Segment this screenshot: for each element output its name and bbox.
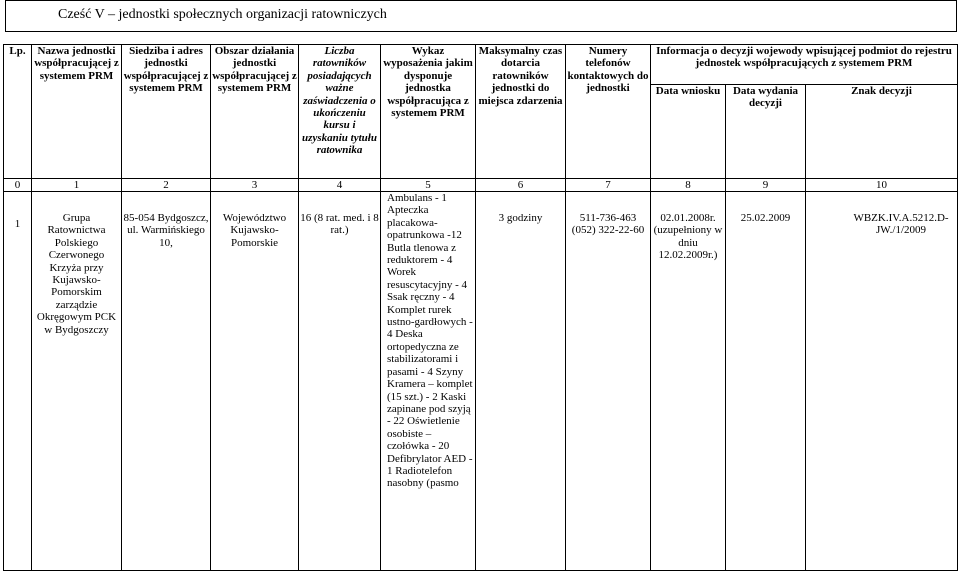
cell-wykaz: Ambulans - 1 Apteczka placakowa-opatrunkowa -12 Butla tlenowa z reduktorem - 4 Worek resuscytacyjny - 4 Ssak ręczny - 4 Komplet rurek ustno-gardłowych - 4 Deska ortopedyczna ze stabilizatorami i pasami - 4 Szyny Kramera – komplet (15 szt.) - 2 Kaski zapinane pod szyją - 22 Oświetlenie osobiste – czołówka - 20 Defibrylator AED - 1 Radiotelefon nasobny (pasmo [381, 192, 476, 571]
cell-data-wniosku: 02.01.2008r. (uzupełniony w dniu 12.02.2009r.) [651, 192, 726, 571]
header-data-wniosku: Data wniosku [651, 85, 726, 179]
column-number: 7 [566, 179, 651, 192]
header-obszar: Obszar działania jednostki współpracującej z systemem PRM [211, 45, 299, 179]
header-data-wydania: Data wydania decyzji [726, 85, 806, 179]
cell-data-wydania: 25.02.2009 [726, 192, 806, 571]
cell-nazwa: Grupa Ratownictwa Polskiego Czerwonego Krzyża przy Kujawsko-Pomorskim zarządzie Okręgowym PCK w Bydgoszczy [32, 192, 122, 571]
title-box [5, 0, 957, 32]
column-number: 4 [299, 179, 381, 192]
cell-numery: 511-736-463 (052) 322-22-60 [566, 192, 651, 571]
header-siedziba: Siedziba i adres jednostki współpracującej z systemem PRM [122, 45, 211, 179]
cell-lp: 1 [4, 192, 32, 571]
header-liczba: Liczba ratowników posiadających ważne zaświadczenia o ukończeniu kursu i uzyskaniu tytułu ratownika [299, 45, 381, 179]
cell-liczba: 16 (8 rat. med. i 8 rat.) [299, 192, 381, 571]
column-number: 1 [32, 179, 122, 192]
column-number: 3 [211, 179, 299, 192]
column-number: 0 [4, 179, 32, 192]
organizations-table [3, 44, 958, 571]
header-znak: Znak decyzji [806, 85, 958, 179]
header-wykaz: Wykaz wyposażenia jakim dysponuje jednostka współpracująca z systemem PRM [381, 45, 476, 179]
header-informacja: Informacja o decyzji wojewody wpisującej podmiot do rejestru jednostek współpracujących z systemem PRM [651, 45, 958, 85]
cell-obszar: Województwo Kujawsko-Pomorskie [211, 192, 299, 571]
header-nazwa: Nazwa jednostki współpracującej z systemem PRM [32, 45, 122, 179]
header-lp: Lp. [4, 45, 32, 179]
column-number: 2 [122, 179, 211, 192]
page-title: Cześć V – jednostki społecznych organizacji ratowniczych [58, 7, 387, 22]
column-number: 9 [726, 179, 806, 192]
cell-znak: WBZK.IV.A.5212.D-JW./1/2009 [806, 192, 958, 571]
column-number: 8 [651, 179, 726, 192]
column-number-row [4, 179, 958, 192]
column-number: 10 [806, 179, 958, 192]
cell-czas: 3 godziny [476, 192, 566, 571]
column-number: 5 [381, 179, 476, 192]
cell-siedziba: 85-054 Bydgoszcz, ul. Warmińskiego 10, [122, 192, 211, 571]
table-row [4, 192, 958, 571]
header-numery: Numery telefonów kontaktowych do jednostki [566, 45, 651, 179]
header-czas: Maksymalny czas dotarcia ratowników jednostki do miejsca zdarzenia [476, 45, 566, 179]
column-number: 6 [476, 179, 566, 192]
